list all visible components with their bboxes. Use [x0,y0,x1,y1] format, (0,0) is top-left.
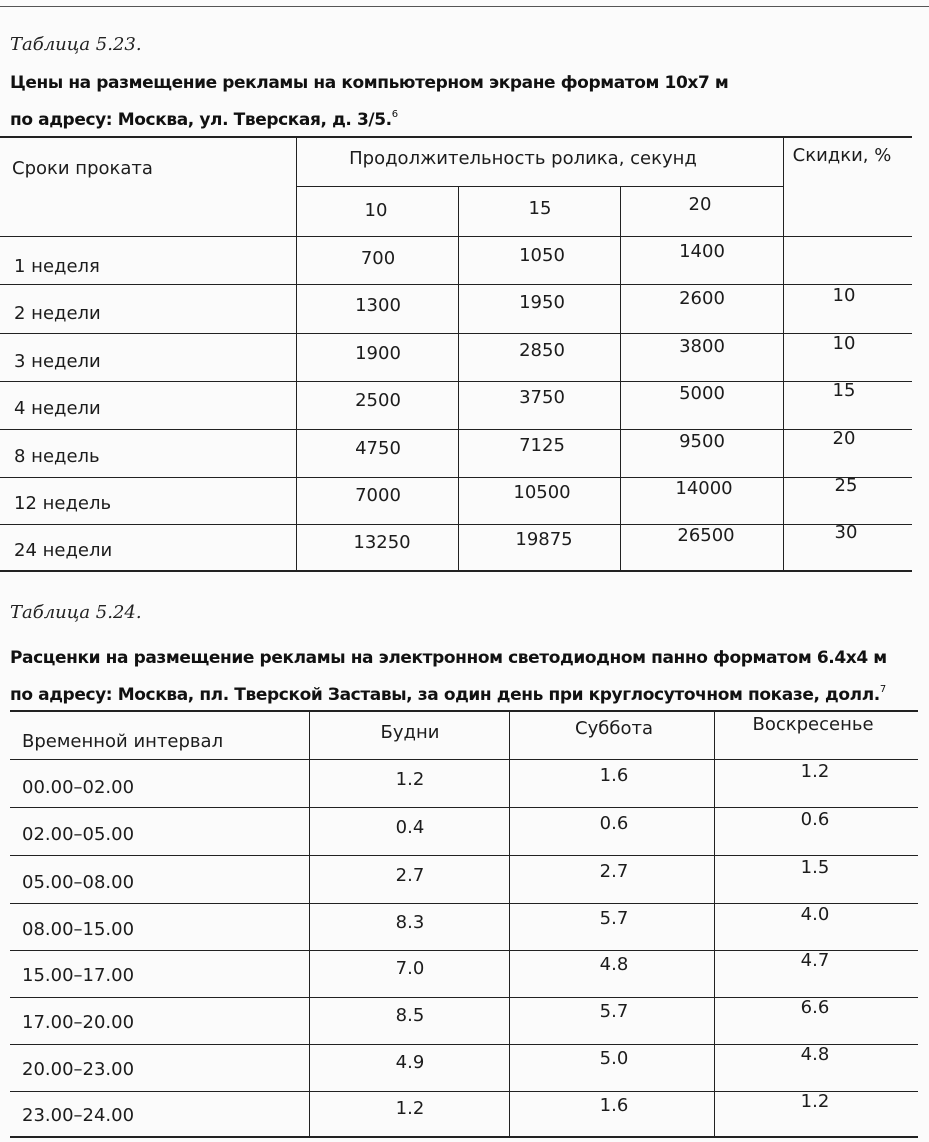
row-value-10: 4750 [355,438,401,459]
row-value-10: 13250 [353,532,411,553]
row-divider [0,236,912,237]
table-title-line1: Расценки на размещение рекламы на электронном светодиодном панно форматом 6.4х4 м [10,648,887,668]
header-interval: Временной интервал [22,731,224,752]
row-sunday: 1.2 [800,761,830,782]
row-sunday: 4.8 [800,1044,830,1065]
column-divider [458,187,459,571]
row-discount: 30 [834,522,858,543]
row-saturday: 5.0 [599,1048,629,1069]
table-title-line2 [10,674,886,711]
row-divider [0,477,912,478]
row-period: 2 недели [14,303,101,324]
row-weekdays: 1.2 [395,769,425,790]
row-period: 1 неделя [14,256,100,277]
header-divider [296,186,783,187]
table-bottom-border [0,570,912,572]
header-period: Сроки проката [12,158,153,179]
page-top-rule [0,6,929,7]
row-saturday: 0.6 [599,813,629,834]
row-period: 24 недели [14,540,113,561]
row-discount: 25 [834,475,858,496]
column-divider [714,711,715,1137]
row-value-10: 7000 [355,485,401,506]
row-divider [0,524,912,525]
row-saturday: 4.8 [599,954,629,975]
header-discount: Скидки, % [792,145,892,166]
row-saturday: 5.7 [599,1001,629,1022]
row-value-20: 2600 [679,288,725,309]
row-divider [10,1091,918,1092]
row-divider [10,1044,918,1045]
row-divider [10,759,918,760]
row-discount: 15 [832,380,856,401]
row-weekdays: 7.0 [395,958,425,979]
row-period: 4 недели [14,398,101,419]
row-value-15: 1050 [519,245,565,266]
row-value-20: 14000 [675,478,733,499]
row-weekdays: 4.9 [395,1052,425,1073]
title-text: по адресу: Москва, пл. Тверской Заставы, за один день при круглосуточном показе, долл. [10,685,880,705]
table-title-line1: Цены на размещение рекламы на компьютерном экране форматом 10х7 м [10,73,729,93]
row-sunday: 6.6 [800,997,830,1018]
table-title-line2 [10,99,398,136]
row-interval: 00.00–02.00 [22,777,135,798]
row-interval: 05.00–08.00 [22,872,135,893]
header-saturday: Суббота [575,718,653,739]
row-interval: 08.00–15.00 [22,919,135,940]
row-value-15: 2850 [519,340,565,361]
header-sub-15: 15 [528,198,552,219]
row-sunday: 1.5 [800,857,830,878]
row-weekdays: 1.2 [395,1098,425,1119]
row-saturday: 5.7 [599,908,629,929]
row-period: 8 недель [14,446,100,467]
row-divider [0,284,912,285]
row-value-15: 19875 [515,529,573,550]
row-saturday: 1.6 [599,1095,629,1116]
row-value-20: 5000 [679,383,725,404]
row-weekdays: 0.4 [395,817,425,838]
row-period: 12 недель [14,493,112,514]
row-interval: 17.00–20.00 [22,1012,135,1033]
row-discount: 10 [832,285,856,306]
header-duration: Продолжительность ролика, секунд [349,148,697,169]
footnote-mark: 6 [391,109,398,120]
table-top-border [0,136,912,138]
row-interval: 15.00–17.00 [22,965,135,986]
column-divider [309,711,310,1137]
row-weekdays: 8.3 [395,912,425,933]
column-divider [296,137,297,571]
table-top-border [10,710,918,712]
row-value-10: 2500 [355,390,401,411]
row-divider [0,381,912,382]
header-sunday: Воскресенье [752,714,874,735]
row-value-20: 1400 [679,241,725,262]
row-interval: 20.00–23.00 [22,1059,135,1080]
footnote-mark: 7 [879,684,886,695]
row-value-10: 1300 [355,295,401,316]
table-caption: Таблица 5.24. [10,602,142,623]
header-sub-20: 20 [688,194,712,215]
row-value-20: 3800 [679,336,725,357]
row-sunday: 4.0 [800,904,830,925]
row-divider [10,950,918,951]
table-bottom-border [10,1136,918,1138]
title-text: по адресу: Москва, ул. Тверская, д. 3/5. [10,110,392,130]
column-divider [783,137,784,571]
row-interval: 02.00–05.00 [22,824,135,845]
row-divider [10,997,918,998]
header-weekdays: Будни [380,722,440,743]
row-value-20: 9500 [679,431,725,452]
row-divider [10,855,918,856]
row-value-15: 7125 [519,435,565,456]
row-divider [10,903,918,904]
row-saturday: 2.7 [599,861,629,882]
row-divider [0,333,912,334]
row-discount: 10 [832,333,856,354]
row-weekdays: 8.5 [395,1005,425,1026]
header-sub-10: 10 [364,200,388,221]
row-value-20: 26500 [677,525,735,546]
row-interval: 23.00–24.00 [22,1105,135,1126]
row-divider [0,429,912,430]
row-sunday: 4.7 [800,950,830,971]
row-value-10: 700 [360,248,396,269]
row-weekdays: 2.7 [395,865,425,886]
column-divider [509,711,510,1137]
column-divider [620,187,621,571]
row-value-15: 3750 [519,387,565,408]
row-divider [10,807,918,808]
row-sunday: 0.6 [800,809,830,830]
row-sunday: 1.2 [800,1091,830,1112]
row-period: 3 недели [14,351,101,372]
row-value-15: 1950 [519,292,565,313]
row-value-15: 10500 [513,482,571,503]
table-caption: Таблица 5.23. [10,34,142,55]
row-saturday: 1.6 [599,765,629,786]
row-value-10: 1900 [355,343,401,364]
row-discount: 20 [832,428,856,449]
